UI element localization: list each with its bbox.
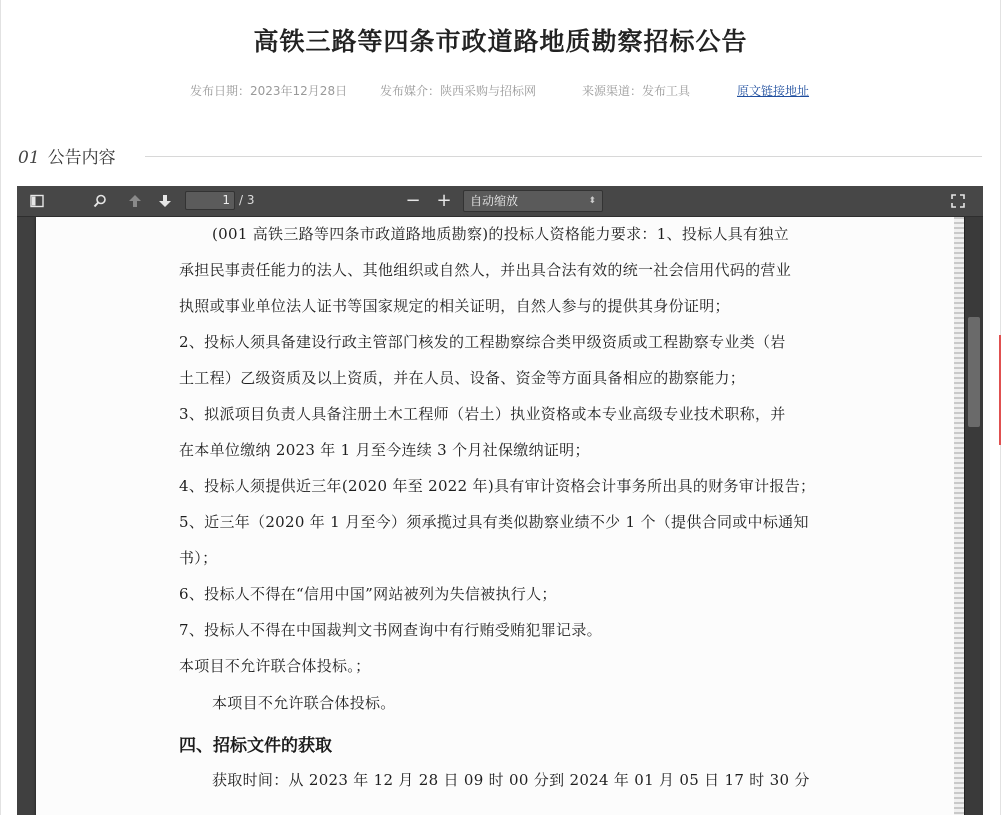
- publish-date: 发布日期：2023年12月28日: [190, 84, 348, 98]
- section-number: 01: [18, 148, 40, 168]
- scroll-thumb[interactable]: [968, 317, 980, 427]
- source-channel: 来源渠道：发布工具: [582, 84, 691, 98]
- zoom-value: 自动缩放: [470, 194, 519, 208]
- vertical-scrollbar[interactable]: [965, 217, 983, 815]
- page-line: 7、投标人不得在中国裁判文书网查询中有行贿受贿犯罪记录。: [179, 621, 602, 639]
- page-line: 2、投标人须具备建设行政主管部门核发的工程勘察综合类甲级资质或工程勘察专业类（岩: [179, 333, 786, 351]
- zoom-in-button[interactable]: +: [436, 190, 452, 211]
- page-line: 承担民事责任能力的法人、其他组织或自然人，并出具合法有效的统一社会信用代码的营业: [179, 261, 792, 279]
- page-number-input[interactable]: 1: [185, 191, 235, 210]
- pdf-toolbar: [17, 186, 983, 217]
- page-title: 高铁三路等四条市政道路地质勘察招标公告: [253, 27, 748, 56]
- pdf-document-area[interactable]: [17, 217, 965, 815]
- publisher: 发布媒介：陕西采购与招标网: [380, 84, 537, 98]
- page-line: (001 高铁三路等四条市政道路地质勘察)的投标人资格能力要求：1、投标人具有独立: [212, 225, 789, 243]
- page-line: 本项目不允许联合体投标。: [212, 694, 396, 712]
- pdf-viewer: [17, 186, 983, 815]
- page-total: / 3: [239, 193, 255, 207]
- arrow-down-icon[interactable]: [154, 190, 176, 212]
- pdf-page: [36, 217, 965, 815]
- zoom-select[interactable]: [463, 190, 603, 212]
- chevron-updown-icon: ⬍: [588, 196, 596, 206]
- page-line: 3、拟派项目负责人具备注册土木工程师（岩土）执业资格或本专业高级专业技术职称，并: [179, 405, 786, 423]
- section-divider: [145, 156, 982, 157]
- page-line: 执照或事业单位法人证书等国家规定的相关证明，自然人参与的提供其身份证明；: [179, 297, 730, 315]
- page-line: 在本单位缴纳 2023 年 1 月至今连续 3 个月社保缴纳证明；: [179, 441, 590, 459]
- fullscreen-icon[interactable]: [947, 190, 969, 212]
- page-line: 5、近三年（2020 年 1 月至今）须承揽过具有类似勘察业绩不少 1 个（提供合同或中标通知: [179, 513, 809, 531]
- zoom-out-button[interactable]: −: [405, 190, 421, 211]
- page-line: 本项目不允许联合体投标。；: [179, 657, 371, 675]
- sidebar-toggle-icon[interactable]: [26, 190, 48, 212]
- section-heading: [18, 143, 116, 168]
- arrow-up-icon[interactable]: [124, 190, 146, 212]
- page-line: 获取时间：从 2023 年 12 月 28 日 09 时 00 分到 2024 年 01 月 05 日 17 时 30 分: [212, 771, 810, 789]
- scan-edge: [954, 217, 964, 815]
- page-line: 土工程）乙级资质及以上资质，并在人员、设备、资金等方面具备相应的勘察能力；: [179, 369, 746, 387]
- page-line: 6、投标人不得在“信用中国”网站被列为失信被执行人；: [179, 585, 557, 603]
- search-icon[interactable]: [89, 190, 111, 212]
- original-link[interactable]: 原文链接地址: [737, 84, 810, 98]
- page-heading: 四、招标文件的获取: [179, 736, 332, 756]
- section-label: 公告内容: [47, 148, 116, 168]
- page-line: 书）；: [179, 549, 218, 567]
- page-line: 4、投标人须提供近三年(2020 年至 2022 年)具有审计资格会计事务所出具的财务审计报告；: [179, 477, 816, 495]
